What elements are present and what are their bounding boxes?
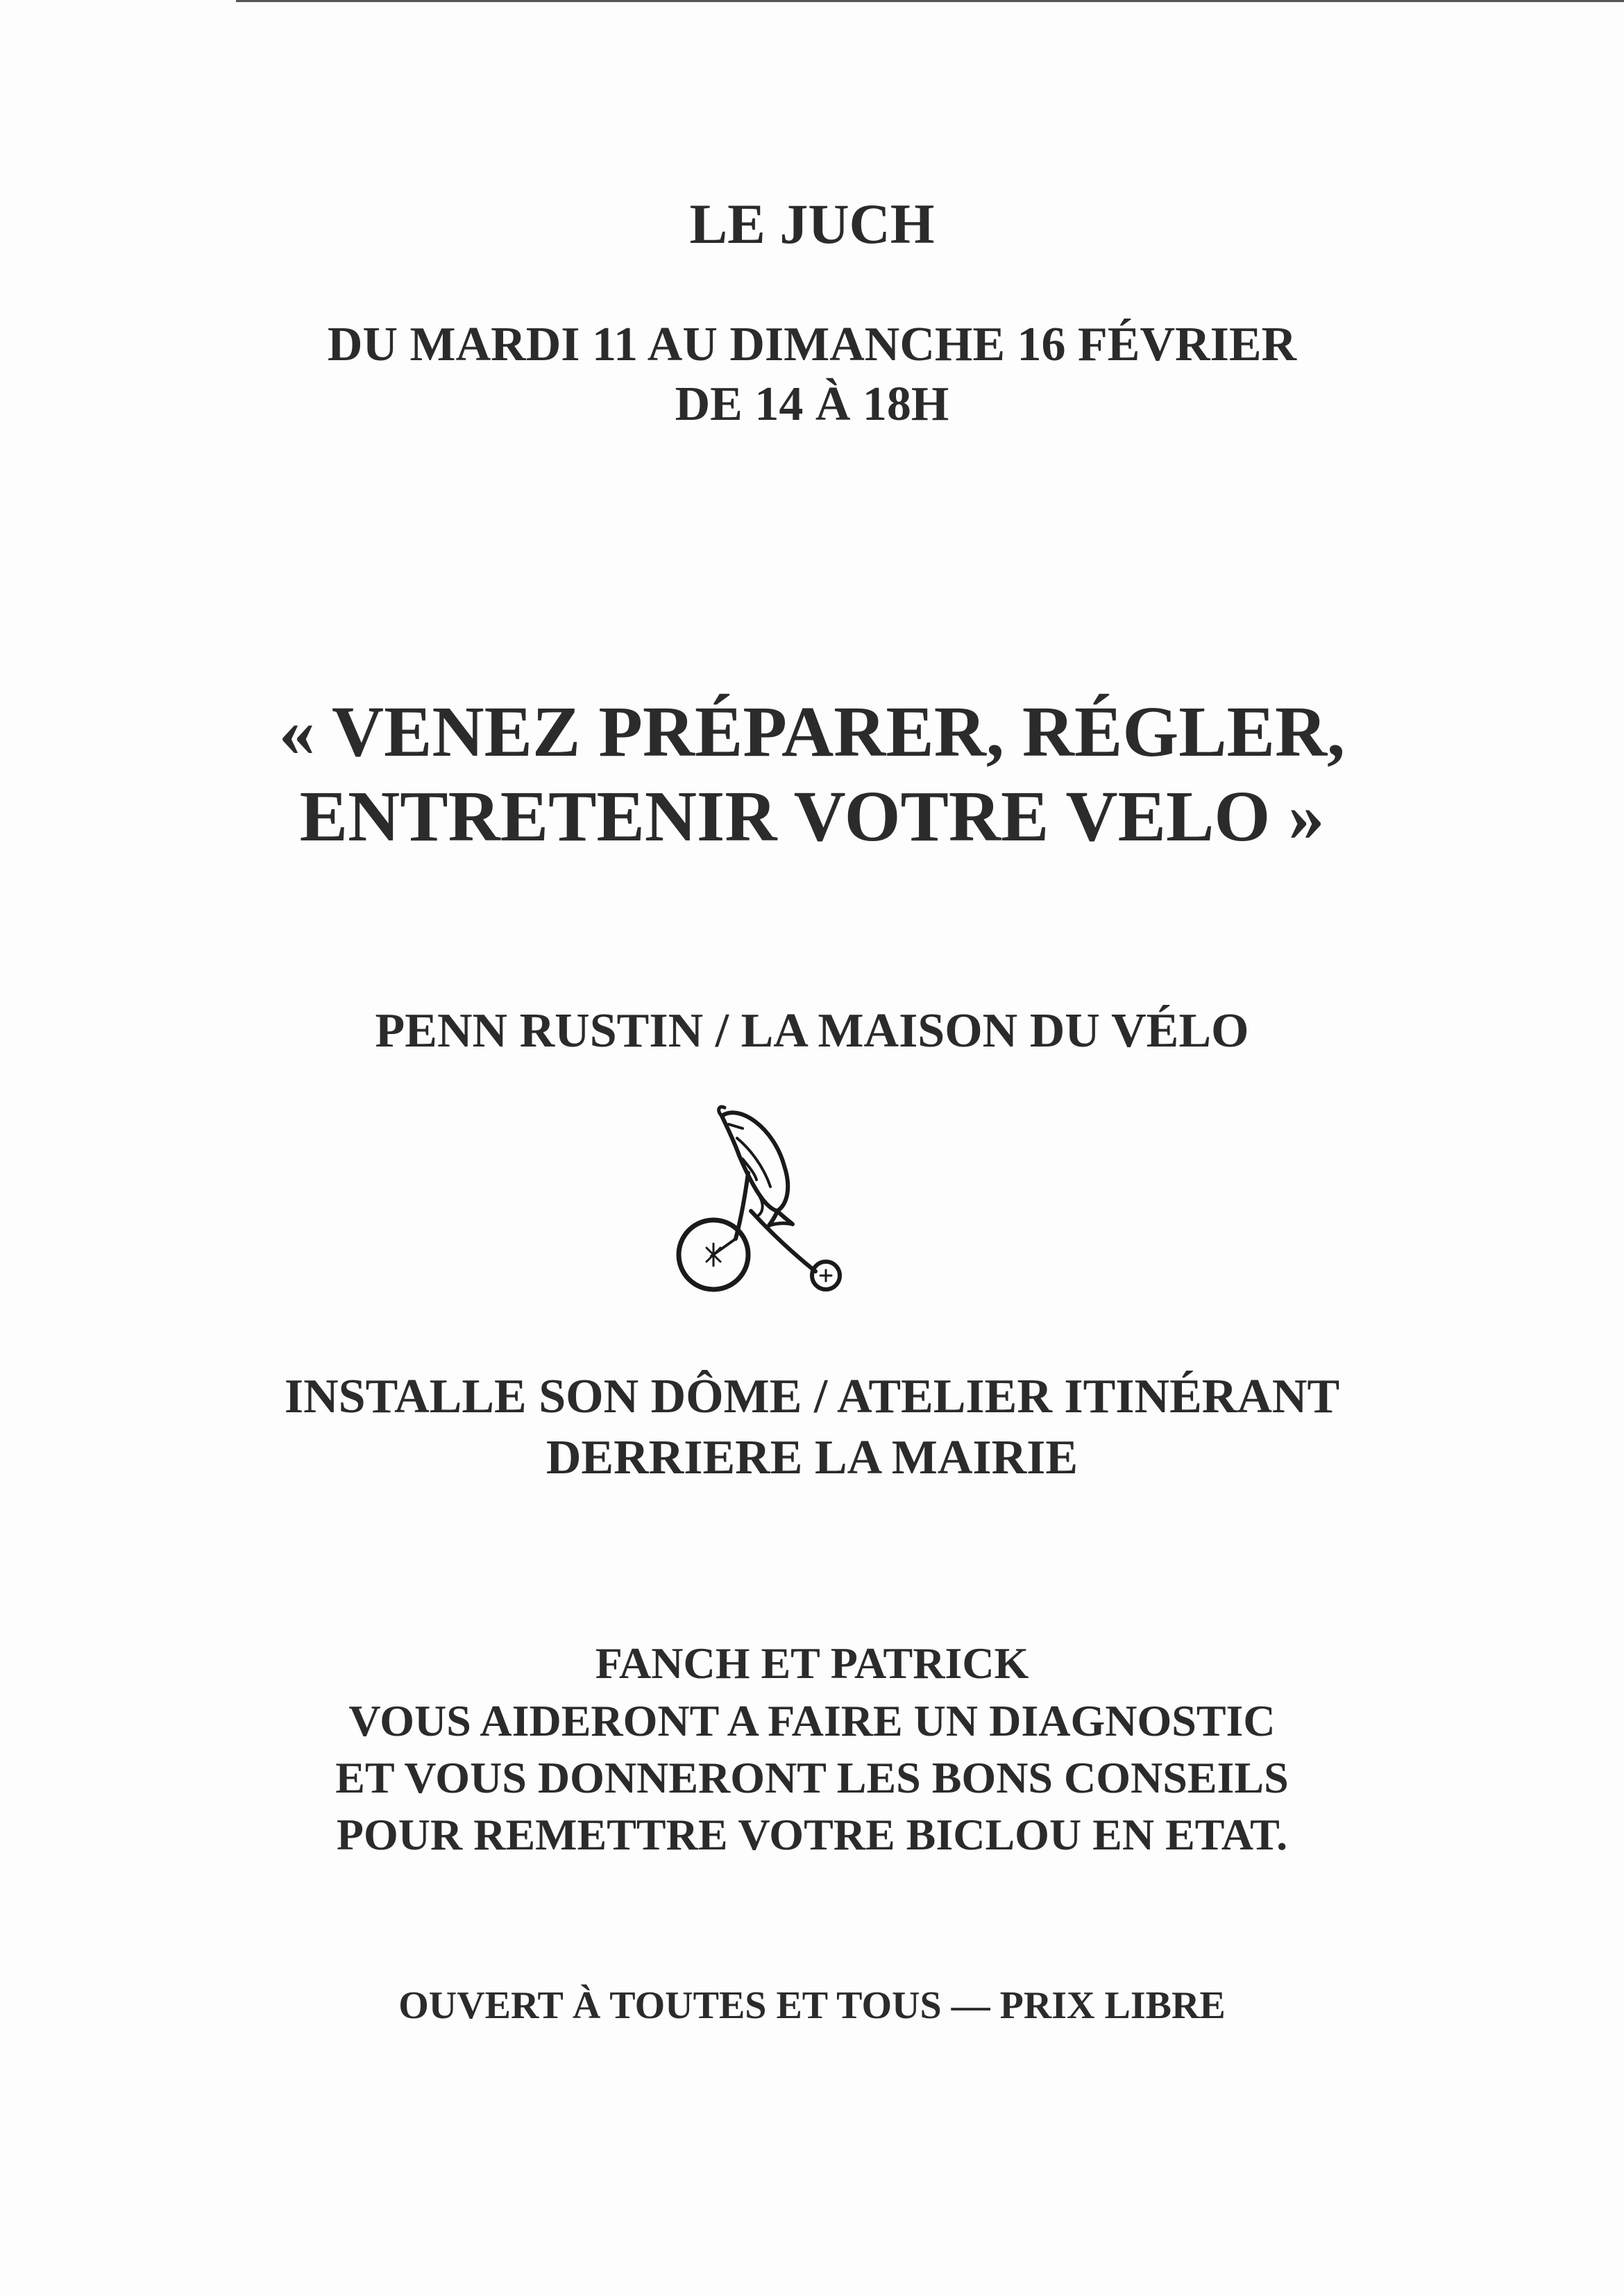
dates-line: DU MARDI 11 AU DIMANCHE 16 FÉVRIER — [327, 318, 1297, 371]
people-line-1: FANCH ET PATRICK — [595, 1638, 1029, 1688]
installe-line-1: INSTALLE SON DÔME / ATELIER ITINÉRANT — [284, 1370, 1340, 1423]
scan-edge-line — [236, 0, 1624, 2]
fish-on-penny-farthing-icon — [673, 1090, 868, 1298]
slogan-line-2: ENTRETENIR VOTRE VELO » — [299, 777, 1325, 856]
installe-line-2: DERRIERE LA MAIRIE — [545, 1431, 1079, 1484]
organizer-line: PENN RUSTIN / LA MAISON DU VÉLO — [375, 1004, 1249, 1058]
slogan-line-1: « VENEZ PRÉPARER, RÉGLER, — [278, 692, 1346, 772]
people-line-4: POUR REMETTRE VOTRE BICLOU EN ETAT. — [336, 1810, 1288, 1859]
hours-line: DE 14 À 18H — [675, 378, 949, 431]
town-heading: LE JUCH — [689, 192, 935, 255]
footer-line: OUVERT À TOUTES ET TOUS — PRIX LIBRE — [398, 1984, 1226, 2027]
people-line-2: VOUS AIDERONT A FAIRE UN DIAGNOSTIC — [348, 1696, 1276, 1745]
people-line-3: ET VOUS DONNERONT LES BONS CONSEILS — [335, 1753, 1289, 1802]
